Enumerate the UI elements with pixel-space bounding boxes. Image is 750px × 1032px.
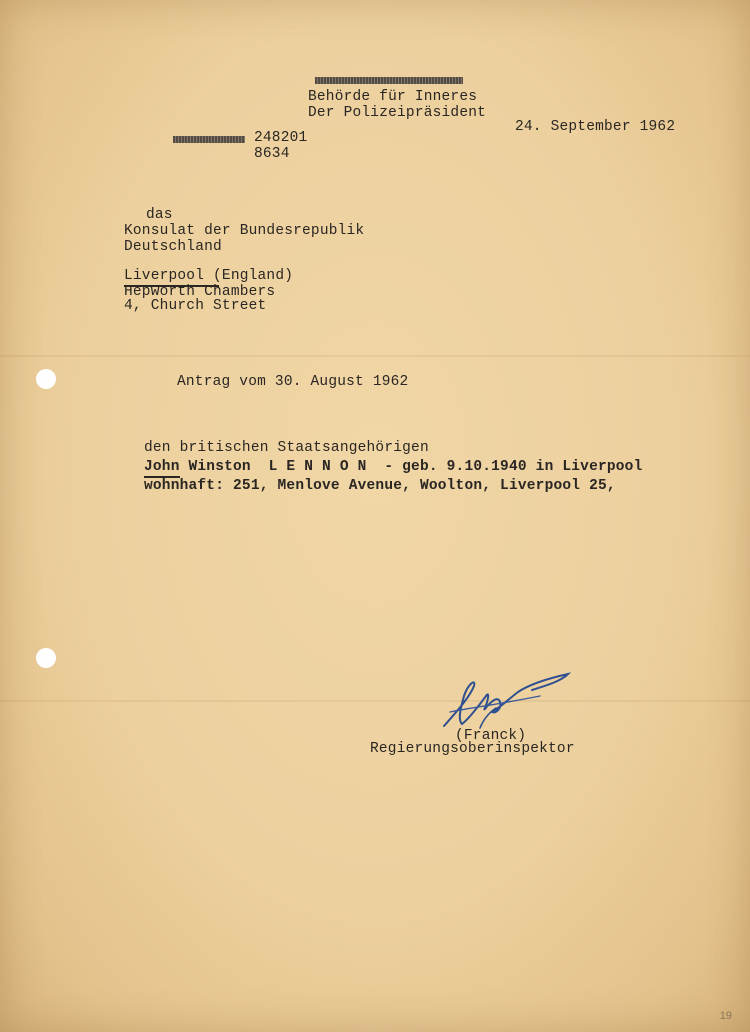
- redaction-bar: [173, 136, 245, 143]
- recipient-article: das: [146, 207, 173, 223]
- body-line-2: John Winston L E N N O N - geb. 9.10.1940 in Liverpool: [144, 459, 643, 475]
- redaction-bar: [315, 77, 463, 84]
- signatory-title: Regierungsoberinspektor: [370, 741, 575, 757]
- letterhead-authority: Behörde für Inneres: [308, 89, 478, 105]
- punch-hole: [36, 369, 56, 389]
- recipient-name: Konsulat der Bundesrepublik: [124, 223, 365, 239]
- recipient-city: Liverpool (England): [124, 268, 294, 284]
- punch-hole: [36, 648, 56, 668]
- reference-subnumber: 8634: [254, 146, 290, 162]
- signatory-name: (Franck): [455, 728, 527, 744]
- body-line-3: wohnhaft: 251, Menlove Avenue, Woolton, Liverpool 25,: [144, 478, 616, 494]
- recipient-country: Deutschland: [124, 239, 222, 255]
- body-line-1: den britischen Staatsangehörigen: [144, 440, 429, 456]
- paper-fold: [0, 700, 750, 702]
- subject-line: Antrag vom 30. August 1962: [177, 374, 409, 390]
- paper-fold: [0, 355, 750, 357]
- recipient-street: 4, Church Street: [124, 298, 267, 314]
- recipient-building: Hepworth Chambers: [124, 284, 276, 300]
- letterhead-office: Der Polizeipräsident: [308, 105, 487, 121]
- reference-number: 248201: [254, 130, 308, 146]
- page-number: 19: [719, 1010, 732, 1022]
- letter-date: 24. September 1962: [515, 119, 676, 135]
